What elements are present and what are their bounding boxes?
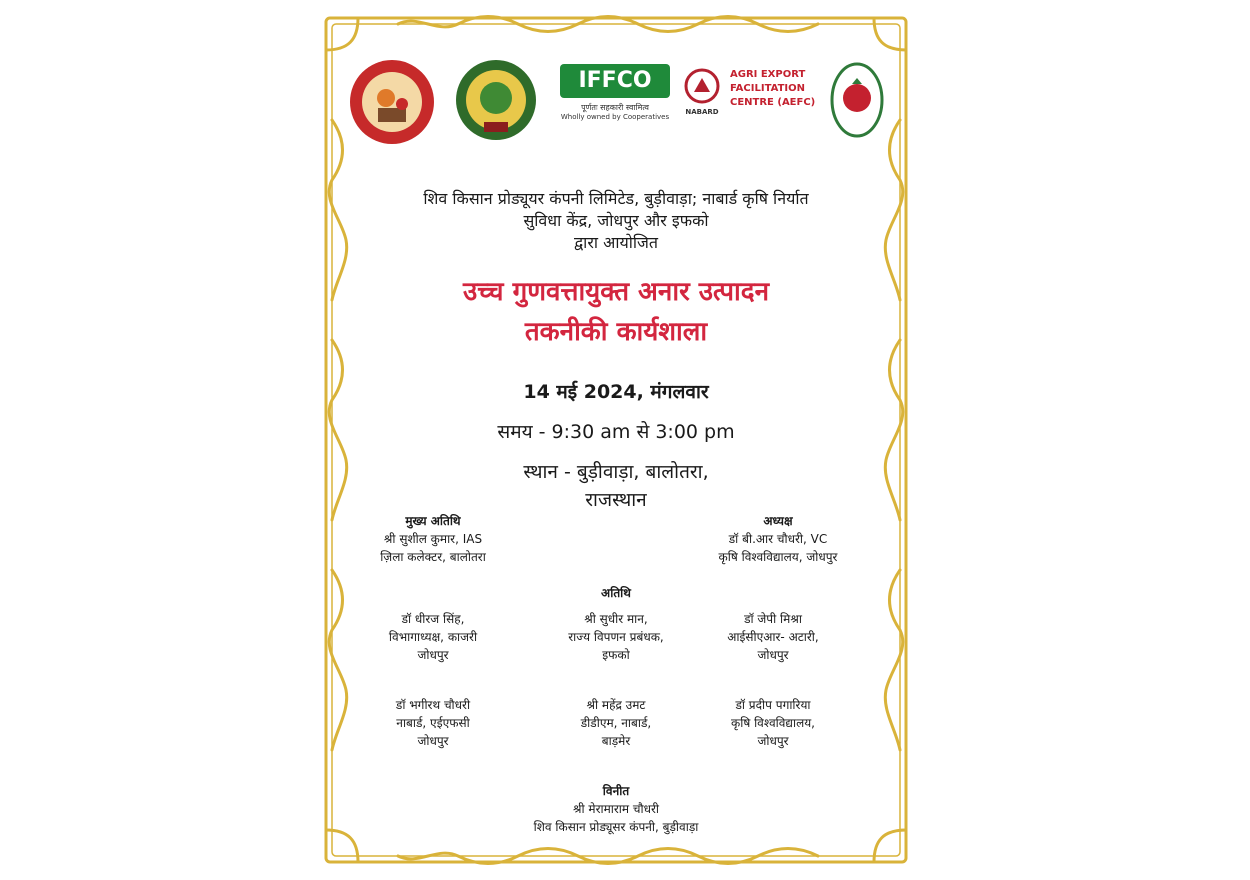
chair-heading: अध्यक्ष [763, 514, 793, 528]
guest-designation: नाबार्ड, एईएफसी [396, 716, 470, 730]
shiv-kisan-logo [348, 58, 436, 146]
iffco-name: IFFCO [560, 64, 670, 98]
pomegranate-seal-logo [830, 62, 884, 138]
title-line-2: तकनीकी कार्यशाला [524, 317, 708, 347]
workshop-title [318, 272, 914, 352]
event-time: समय - 9:30 am से 3:00 pm [497, 421, 735, 443]
guest-location: जोधपुर [417, 734, 449, 748]
invitation-card [318, 10, 914, 870]
guest-location: जोधपुर [417, 648, 449, 662]
footer-heading: विनीत [602, 784, 630, 798]
guest-name: डॉ धीरज सिंह, [401, 612, 465, 626]
nabard-name: NABARD [685, 108, 719, 116]
venue-line-2: राजस्थान [585, 489, 647, 511]
guest-card [353, 696, 513, 750]
footer-block [466, 782, 766, 836]
logo-strip [348, 58, 884, 148]
guest-designation: डीडीएम, नाबार्ड, [580, 716, 652, 730]
iffco-tagline-hindi: पूर्णतः सहकारी स्वामित्व [581, 103, 649, 112]
guest-card [536, 696, 696, 750]
chief-guest-heading: मुख्य अतिथि [405, 514, 461, 528]
chair-designation: कृषि विश्वविद्यालय, जोधपुर [718, 550, 838, 564]
title-line-1: उच्च गुणवत्तायुक्त अनार उत्पादन [462, 277, 770, 307]
guest-designation: राज्य विपणन प्रबंधक, [568, 630, 664, 644]
chief-guest-name: श्री सुशील कुमार, IAS [383, 532, 483, 546]
event-venue [318, 458, 914, 514]
chair-name: डॉ बी.आर चौधरी, VC [728, 532, 828, 546]
organizers [318, 188, 914, 254]
guest-designation: आईसीएआर- अटारी, [727, 630, 819, 644]
guest-card [536, 610, 696, 664]
guest-name: डॉ जेपी मिश्रा [744, 612, 802, 626]
guest-location: जोधपुर [757, 734, 789, 748]
agri-university-logo [454, 58, 538, 142]
chief-guest-block [358, 512, 508, 566]
nabard-emblem-icon [684, 68, 720, 104]
guest-card [693, 696, 853, 750]
guests-heading: अतिथि [601, 586, 631, 600]
aefc-line-2: FACILITATION [730, 83, 805, 94]
iffco-tagline-english: Wholly owned by Cooperatives [560, 113, 670, 121]
footer-name: श्री मेरामाराम चौधरी [572, 802, 660, 816]
chair-block [698, 512, 858, 566]
guests-heading-block [541, 584, 691, 602]
guest-location: बाड़मेर [601, 734, 631, 748]
aefc-line-1: AGRI EXPORT [730, 69, 806, 80]
organizers-line-2: सुविधा केंद्र, जोधपुर और इफको [523, 211, 709, 230]
guest-name: श्री महेंद्र उमट [586, 698, 646, 712]
nabard-logo [680, 68, 724, 116]
organizers-line-1: शिव किसान प्रोड्यूयर कंपनी लिमिटेड, बुड़ीवाड़ा; नाबार्ड कृषि निर्यात [423, 189, 809, 208]
iffco-logo [560, 64, 670, 121]
footer-organization: शिव किसान प्रोड्यूसर कंपनी, बुड़ीवाड़ा [533, 820, 699, 834]
guest-card [693, 610, 853, 664]
guest-designation: विभागाध्यक्ष, काजरी [388, 630, 478, 644]
organizers-line-3: द्वारा आयोजित [573, 233, 659, 252]
guest-name: डॉ प्रदीप पगारिया [735, 698, 811, 712]
guest-location: इफको [602, 648, 630, 662]
guest-location: जोधपुर [757, 648, 789, 662]
aefc-line-3: CENTRE (AEFC) [730, 97, 816, 108]
guest-name: डॉ भगीरथ चौधरी [395, 698, 471, 712]
guest-designation: कृषि विश्वविद्यालय, [731, 716, 815, 730]
guest-name: श्री सुधीर मान, [584, 612, 648, 626]
chief-guest-designation: ज़िला कलेक्टर, बालोतरा [380, 550, 486, 564]
aefc-logo [730, 68, 822, 110]
venue-line-1: स्थान - बुड़ीवाड़ा, बालोतरा, [523, 461, 709, 483]
event-date: 14 मई 2024, मंगलवार [523, 381, 709, 403]
guest-card [353, 610, 513, 664]
